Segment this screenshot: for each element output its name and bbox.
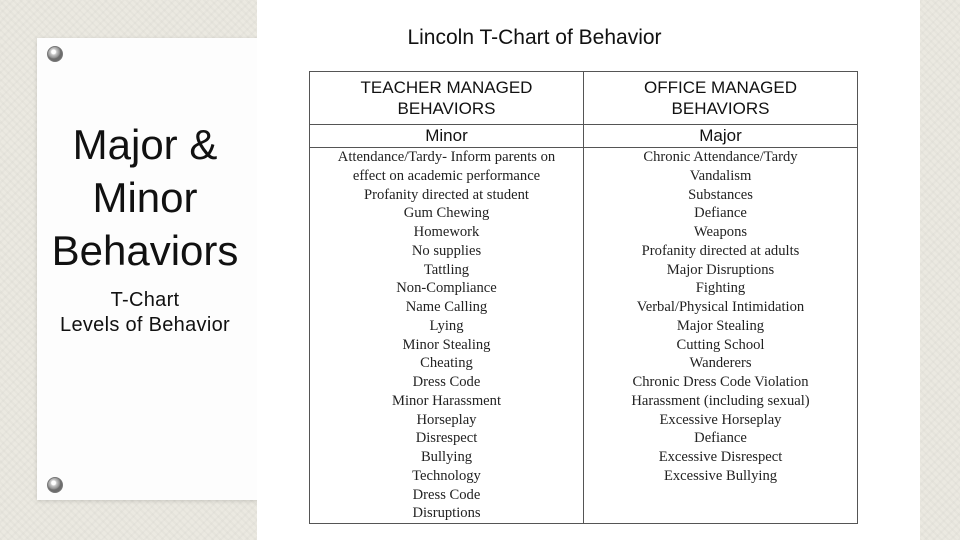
pushpin-icon xyxy=(47,477,63,493)
header-line: TEACHER MANAGED xyxy=(360,78,533,97)
behavior-item: Name Calling xyxy=(405,299,488,315)
office-managed-header xyxy=(584,72,857,124)
behavior-item: Minor Stealing xyxy=(402,336,491,353)
slide-subtitle-line: Levels of Behavior xyxy=(60,314,230,336)
behavior-item: Excessive Bullying xyxy=(663,467,778,484)
slide-subtitle-line: T-Chart xyxy=(110,289,180,311)
slide-title xyxy=(20,118,270,277)
behavior-item: Chronic Dress Code Violation xyxy=(632,374,809,390)
pushpin-icon xyxy=(47,46,63,62)
header-line: BEHAVIORS xyxy=(397,99,496,118)
minor-behaviors-list xyxy=(310,148,583,523)
behavior-item: Defiance xyxy=(694,430,747,447)
major-behaviors-list xyxy=(584,148,857,486)
behavior-item: Defiance xyxy=(694,205,747,222)
teacher-managed-header xyxy=(310,72,583,124)
behavior-item: Verbal/Physical Intimidation xyxy=(636,299,805,315)
behavior-item: Excessive Disrespect xyxy=(658,449,783,465)
behavior-item: Profanity directed at adults xyxy=(641,242,800,259)
behavior-item: Homework xyxy=(413,224,480,240)
behavior-item: Substances xyxy=(688,186,753,203)
behavior-item: Cutting School xyxy=(676,336,765,353)
header-line: OFFICE MANAGED xyxy=(643,78,797,97)
behavior-item: Minor Harassment xyxy=(391,392,502,409)
behavior-item: Fighting xyxy=(695,280,746,297)
behavior-item: Major Stealing xyxy=(676,317,765,334)
behavior-item: Non-Compliance xyxy=(396,280,497,297)
slide-subtitle xyxy=(20,288,270,338)
behavior-item: Weapons xyxy=(693,224,748,240)
slide-title-line: Major & xyxy=(72,121,218,168)
behavior-item: effect on academic performance xyxy=(352,167,541,184)
behavior-item: No supplies xyxy=(411,242,482,259)
behavior-item: Major Disruptions xyxy=(666,261,775,278)
behavior-item: Disruptions xyxy=(412,505,481,522)
behavior-item: Cheating xyxy=(420,355,473,372)
behavior-item: Excessive Horseplay xyxy=(659,411,782,428)
header-line: BEHAVIORS xyxy=(671,99,770,118)
document-title: Lincoln T-Chart of Behavior xyxy=(407,26,662,49)
behavior-item: Dress Code xyxy=(412,374,481,390)
behavior-item: Attendance/Tardy- Inform parents on xyxy=(337,149,556,165)
major-level-label: Major xyxy=(699,126,742,145)
slide-title-line: Minor xyxy=(92,174,198,221)
behavior-item: Disrespect xyxy=(415,430,478,447)
behavior-item: Technology xyxy=(412,467,481,484)
behavior-item: Chronic Attendance/Tardy xyxy=(643,149,798,165)
slide-title-line: Behaviors xyxy=(51,227,239,274)
behavior-item: Tattling xyxy=(423,261,470,278)
behavior-item: Lying xyxy=(429,317,464,334)
t-chart-table xyxy=(309,71,858,524)
behavior-item: Dress Code xyxy=(412,486,481,503)
minor-level-label: Minor xyxy=(425,126,468,145)
behavior-item: Bullying xyxy=(420,449,473,465)
behavior-item: Vandalism xyxy=(689,167,752,184)
behavior-item: Wanderers xyxy=(689,355,752,372)
behavior-item: Harassment (including sexual) xyxy=(631,392,810,409)
behavior-item: Horseplay xyxy=(416,411,477,428)
behavior-item: Gum Chewing xyxy=(403,205,490,222)
behavior-item: Profanity directed at student xyxy=(364,186,529,203)
